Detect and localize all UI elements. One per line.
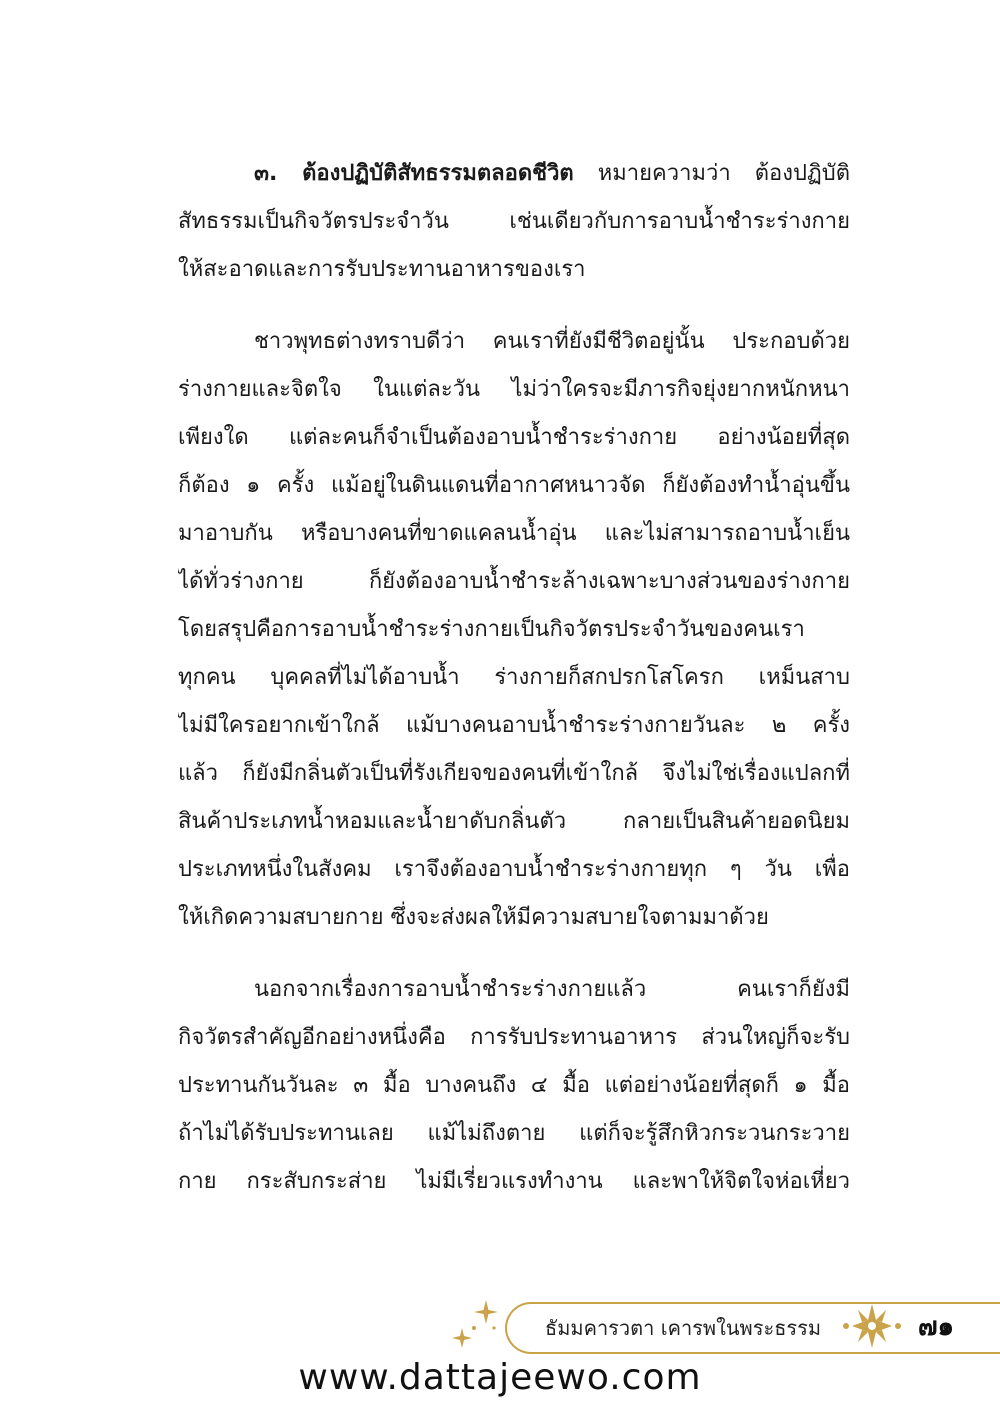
paragraph-line: กิจวัตรสำคัญอีกอย่างหนึ่งคือ การรับประทานอาหาร ส่วนใหญ่ก็จะรับ [178, 1025, 850, 1050]
page-number: ๗๑ [918, 1312, 955, 1342]
paragraph-line: ถ้าไม่ได้รับประทานเลย แม้ไม่ถึงตาย แต่ก็จะรู้สึกหิวกระวนกระวาย [178, 1121, 850, 1146]
paragraph-line: แล้ว ก็ยังมีกลิ่นตัวเป็นที่รังเกียจของคนที่เข้าใกล้ จึงไม่ใช่เรื่องแปลกที่ [178, 761, 850, 786]
paragraph-line: ร่างกายและจิตใจ ในแต่ละวัน ไม่ว่าใครจะมีภารกิจยุ่งยากหนักหนา [178, 377, 850, 402]
flower-ornament-icon [842, 1300, 902, 1352]
paragraph-line: ให้สะอาดและการรับประทานอาหารของเรา [178, 257, 586, 282]
paragraph-line: ได้ทั่วร่างกาย ก็ยังต้องอาบน้ำชำระล้างเฉพาะบางส่วนของร่างกาย [178, 569, 850, 594]
paragraph-line: สัทธรรมเป็นกิจวัตรประจำวัน เช่นเดียวกับการอาบน้ำชำระร่างกาย [178, 209, 850, 234]
website-url: www.dattajeewo.com [298, 1357, 702, 1398]
paragraph-line: ประทานกันวันละ ๓ มื้อ บางคนถึง ๔ มื้อ แต่อย่างน้อยที่สุดก็ ๑ มื้อ [178, 1073, 850, 1098]
paragraph-line: ทุกคน บุคคลที่ไม่ได้อาบน้ำ ร่างกายก็สกปรกโสโครก เหม็นสาบ [178, 665, 850, 690]
paragraph-1 [178, 150, 850, 294]
paragraph-2 [178, 318, 850, 942]
book-title: ธัมมคารวตา เคารพในพระธรรม [545, 1316, 822, 1340]
paragraph-line [178, 150, 850, 198]
section-heading: ๓. ต้องปฏิบัติสัทธรรมตลอดชีวิต [254, 161, 574, 186]
paragraph-line: นอกจากเรื่องการอาบน้ำชำระร่างกายแล้ว คนเราก็ยังมี [254, 977, 850, 1002]
paragraph-line: โดยสรุปคือการอาบน้ำชำระร่างกายเป็นกิจวัตรประจำวันของคนเรา [178, 617, 805, 642]
paragraph-3 [178, 966, 850, 1206]
paragraph-line: ชาวพุทธต่างทราบดีว่า คนเราที่ยังมีชีวิตอยู่นั้น ประกอบด้วย [254, 329, 850, 354]
body-text [178, 150, 850, 1230]
sparkle-ornament-icon [448, 1298, 502, 1356]
paragraph-line: เพียงใด แต่ละคนก็จำเป็นต้องอาบน้ำชำระร่างกาย อย่างน้อยที่สุด [178, 425, 850, 450]
paragraph-line: ให้เกิดความสบายกาย ซึ่งจะส่งผลให้มีความสบายใจตามมาด้วย [178, 905, 769, 930]
paragraph-line: ก็ต้อง ๑ ครั้ง แม้อยู่ในดินแดนที่อากาศหนาวจัด ก็ยังต้องทำน้ำอุ่นขึ้น [178, 473, 850, 498]
paragraph-line: มาอาบกัน หรือบางคนที่ขาดแคลนน้ำอุ่น และไม่สามารถอาบน้ำเย็น [178, 521, 850, 546]
heading-continuation: หมายความว่า ต้องปฏิบัติ [573, 161, 850, 186]
paragraph-line: สินค้าประเภทน้ำหอมและน้ำยาดับกลิ่นตัว กลายเป็นสินค้ายอดนิยม [178, 809, 850, 834]
paragraph-line: กาย กระสับกระส่าย ไม่มีเรี่ยวแรงทำงาน และพาให้จิตใจห่อเหี่ยว [178, 1169, 850, 1194]
paragraph-line: ไม่มีใครอยากเข้าใกล้ แม้บางคนอาบน้ำชำระร่างกายวันละ ๒ ครั้ง [178, 713, 850, 738]
paragraph-line: ประเภทหนึ่งในสังคม เราจึงต้องอาบน้ำชำระร่างกายทุก ๆ วัน เพื่อ [178, 857, 850, 882]
